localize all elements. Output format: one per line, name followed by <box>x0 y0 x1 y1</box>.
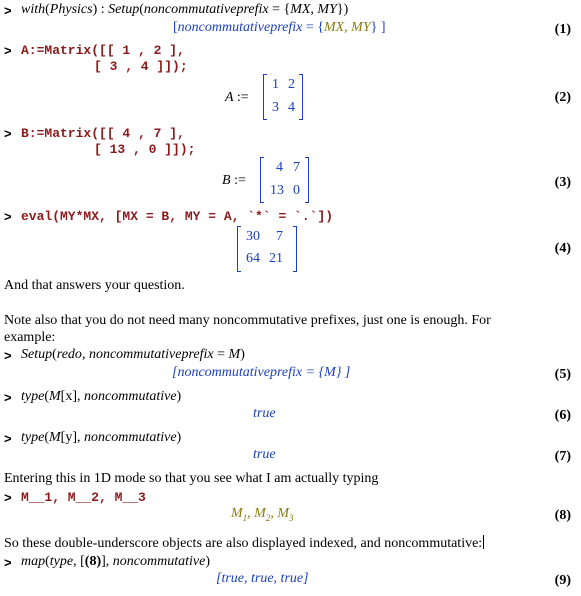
output-6: true <box>253 406 276 421</box>
text-note-line2: example: <box>4 330 56 345</box>
matrix-result-cell-12: 7 <box>276 229 283 244</box>
matrix-a-cell-21: 3 <box>272 100 279 115</box>
matrix-b-cell-11: 4 <box>276 160 283 175</box>
list-open-9: [ <box>80 554 85 569</box>
comma-8b: , <box>270 506 278 521</box>
prompt-4: > <box>4 209 12 224</box>
label-8: (8) <box>554 508 571 523</box>
text-indexed[interactable] <box>4 535 484 552</box>
setup-value-2: M <box>228 347 241 362</box>
input-matrix-b-line2[interactable]: [ 13 , 0 ]]); <box>94 142 196 157</box>
comma-7: , <box>77 430 85 445</box>
input-type-my[interactable] <box>21 430 181 446</box>
out3-lhs-name: B <box>222 173 231 188</box>
setup-cmd-2: Setup <box>21 347 53 362</box>
eq-brace: = { <box>268 2 291 17</box>
brace-close: }) <box>336 2 349 17</box>
matrix-a-left-bracket <box>263 74 267 120</box>
matrix-b-right-bracket <box>305 157 309 203</box>
prompt-9: > <box>4 555 12 570</box>
comma-9: , <box>73 554 81 569</box>
paren-close-5: ) <box>240 347 245 362</box>
input-double-underscore[interactable]: M__1, M__2, M__3 <box>21 490 146 505</box>
m2-sub: 2 <box>265 513 271 523</box>
matrix-result-cell-22: 21 <box>269 251 283 266</box>
paren-open: ( <box>139 2 144 17</box>
matrix-b-cell-21: 13 <box>270 183 284 198</box>
input-setup-redo[interactable] <box>21 347 245 363</box>
prompt-2: > <box>4 43 12 58</box>
paren-open-7: ( <box>44 430 49 445</box>
out2-assign: := <box>236 90 249 105</box>
map-fn: map <box>21 554 46 569</box>
m2-base: M <box>254 506 266 521</box>
input-with-physics[interactable]: with(Physics) : Setup(noncommutativeprefix = {MX, MY}) <box>21 2 349 17</box>
matrix-result-cell-11: 30 <box>246 229 260 244</box>
label-6: (6) <box>554 408 571 423</box>
comma-9b: , <box>105 554 113 569</box>
out1-open: [ <box>173 20 178 35</box>
out1-param: noncommutativeprefix <box>177 20 303 35</box>
text-cursor <box>483 535 484 549</box>
label-9: (9) <box>554 573 571 588</box>
input-eval[interactable]: eval(MY*MX, [MX = B, MY = A, `*` = `.`]) <box>21 209 334 224</box>
index-7: y <box>65 430 73 445</box>
prompt-6: > <box>4 390 12 405</box>
m1-base: M <box>231 506 243 521</box>
input-matrix-a-line2[interactable]: [ 3 , 4 ]]); <box>94 59 188 74</box>
out2-lhs <box>225 90 249 106</box>
arg2-6: noncommutative <box>84 389 177 404</box>
label-1: (1) <box>554 22 571 37</box>
text-indexed-content: So these double-underscore objects are also displayed indexed, and noncommutative: <box>4 536 483 551</box>
output-7: true <box>253 447 276 462</box>
type-fn-7: type <box>21 430 45 445</box>
text-answer: And that answers your question. <box>4 278 185 293</box>
setup-param: noncommutativeprefix <box>143 2 269 17</box>
redo-arg: redo <box>56 347 82 362</box>
arg2-7: noncommutative <box>84 430 177 445</box>
bracket-close-6: ] <box>72 389 78 404</box>
m3-base: M <box>277 506 290 521</box>
prompt-7: > <box>4 431 12 446</box>
prompt-8: > <box>4 490 12 505</box>
comma-8a: , <box>247 506 255 521</box>
type-fn-6: type <box>21 389 45 404</box>
with-arg: Physics <box>49 2 93 17</box>
output-8 <box>231 506 294 523</box>
input-map-type[interactable] <box>21 554 210 570</box>
label-5: (5) <box>554 367 571 382</box>
output-9: [true, true, true] <box>216 571 309 586</box>
m1-sub: 1 <box>242 513 248 523</box>
setup-param-2: noncommutativeprefix <box>88 347 214 362</box>
output-1 <box>173 20 386 36</box>
label-4: (4) <box>554 241 571 256</box>
with-fn: with <box>21 2 46 17</box>
matrix-b-cell-12: 7 <box>293 160 300 175</box>
output-5: [noncommutativeprefix = {M} ] <box>172 365 351 380</box>
label-3: (3) <box>554 175 571 190</box>
matrix-result-left-bracket <box>237 226 241 272</box>
prompt-3: > <box>4 126 12 141</box>
m3-sub: 3 <box>289 513 294 523</box>
text-note-line1: Note also that you do not need many noncommutative prefixes, just one is enough. For <box>4 313 491 328</box>
paren-open-9: ( <box>45 554 50 569</box>
list-close-9: ] <box>101 554 106 569</box>
matrix-a-cell-12: 2 <box>288 77 295 92</box>
paren-open-6: ( <box>44 389 49 404</box>
matrix-b-left-bracket <box>260 157 264 203</box>
eq-5: = <box>213 347 229 362</box>
base-6: M <box>49 389 61 404</box>
paren-close-6: ) <box>176 389 182 404</box>
seq-op: : <box>97 2 109 17</box>
text-1d-mode: Entering this in 1D mode so that you see what I am actually typing <box>4 471 379 486</box>
label-2: (2) <box>554 90 571 105</box>
matrix-a-cell-22: 4 <box>288 100 295 115</box>
base-7: M <box>49 430 61 445</box>
matrix-a-right-bracket <box>299 74 303 120</box>
setup-cmd: Setup <box>108 2 140 17</box>
paren-close-9: ) <box>205 554 210 569</box>
out1-eq: = { <box>302 20 324 35</box>
input-type-mx[interactable] <box>21 389 181 405</box>
out3-lhs <box>222 173 246 189</box>
paren-open-5: ( <box>52 347 57 362</box>
equation-ref-8: (8) <box>84 554 102 569</box>
input-matrix-a-line1[interactable]: A:=Matrix([[ 1 , 2 ], <box>21 43 185 58</box>
matrix-a-cell-11: 1 <box>272 77 279 92</box>
matrix-b-cell-22: 0 <box>293 183 300 198</box>
bracket-close-7: ] <box>72 430 78 445</box>
map-arg2: noncommutative <box>112 554 206 569</box>
prompt-5: > <box>4 348 12 363</box>
comma-5: , <box>81 347 89 362</box>
index-6: x <box>65 389 73 404</box>
label-7: (7) <box>554 449 571 464</box>
paren-close-7: ) <box>176 430 182 445</box>
out2-lhs-name: A <box>225 90 234 105</box>
map-arg1: type <box>49 554 74 569</box>
matrix-result-right-bracket <box>293 226 297 272</box>
out1-close: } ] <box>370 20 386 35</box>
comma-6: , <box>77 389 85 404</box>
bracket-open-7: [ <box>60 430 66 445</box>
out1-value: MX, MY <box>323 20 371 35</box>
out3-assign: := <box>234 173 246 188</box>
matrix-result-cell-21: 64 <box>246 251 260 266</box>
input-matrix-b-line1[interactable]: B:=Matrix([[ 4 , 7 ], <box>21 126 185 141</box>
bracket-open-6: [ <box>60 389 66 404</box>
setup-value: MX, MY <box>290 2 337 17</box>
prompt-1: > <box>4 3 12 18</box>
